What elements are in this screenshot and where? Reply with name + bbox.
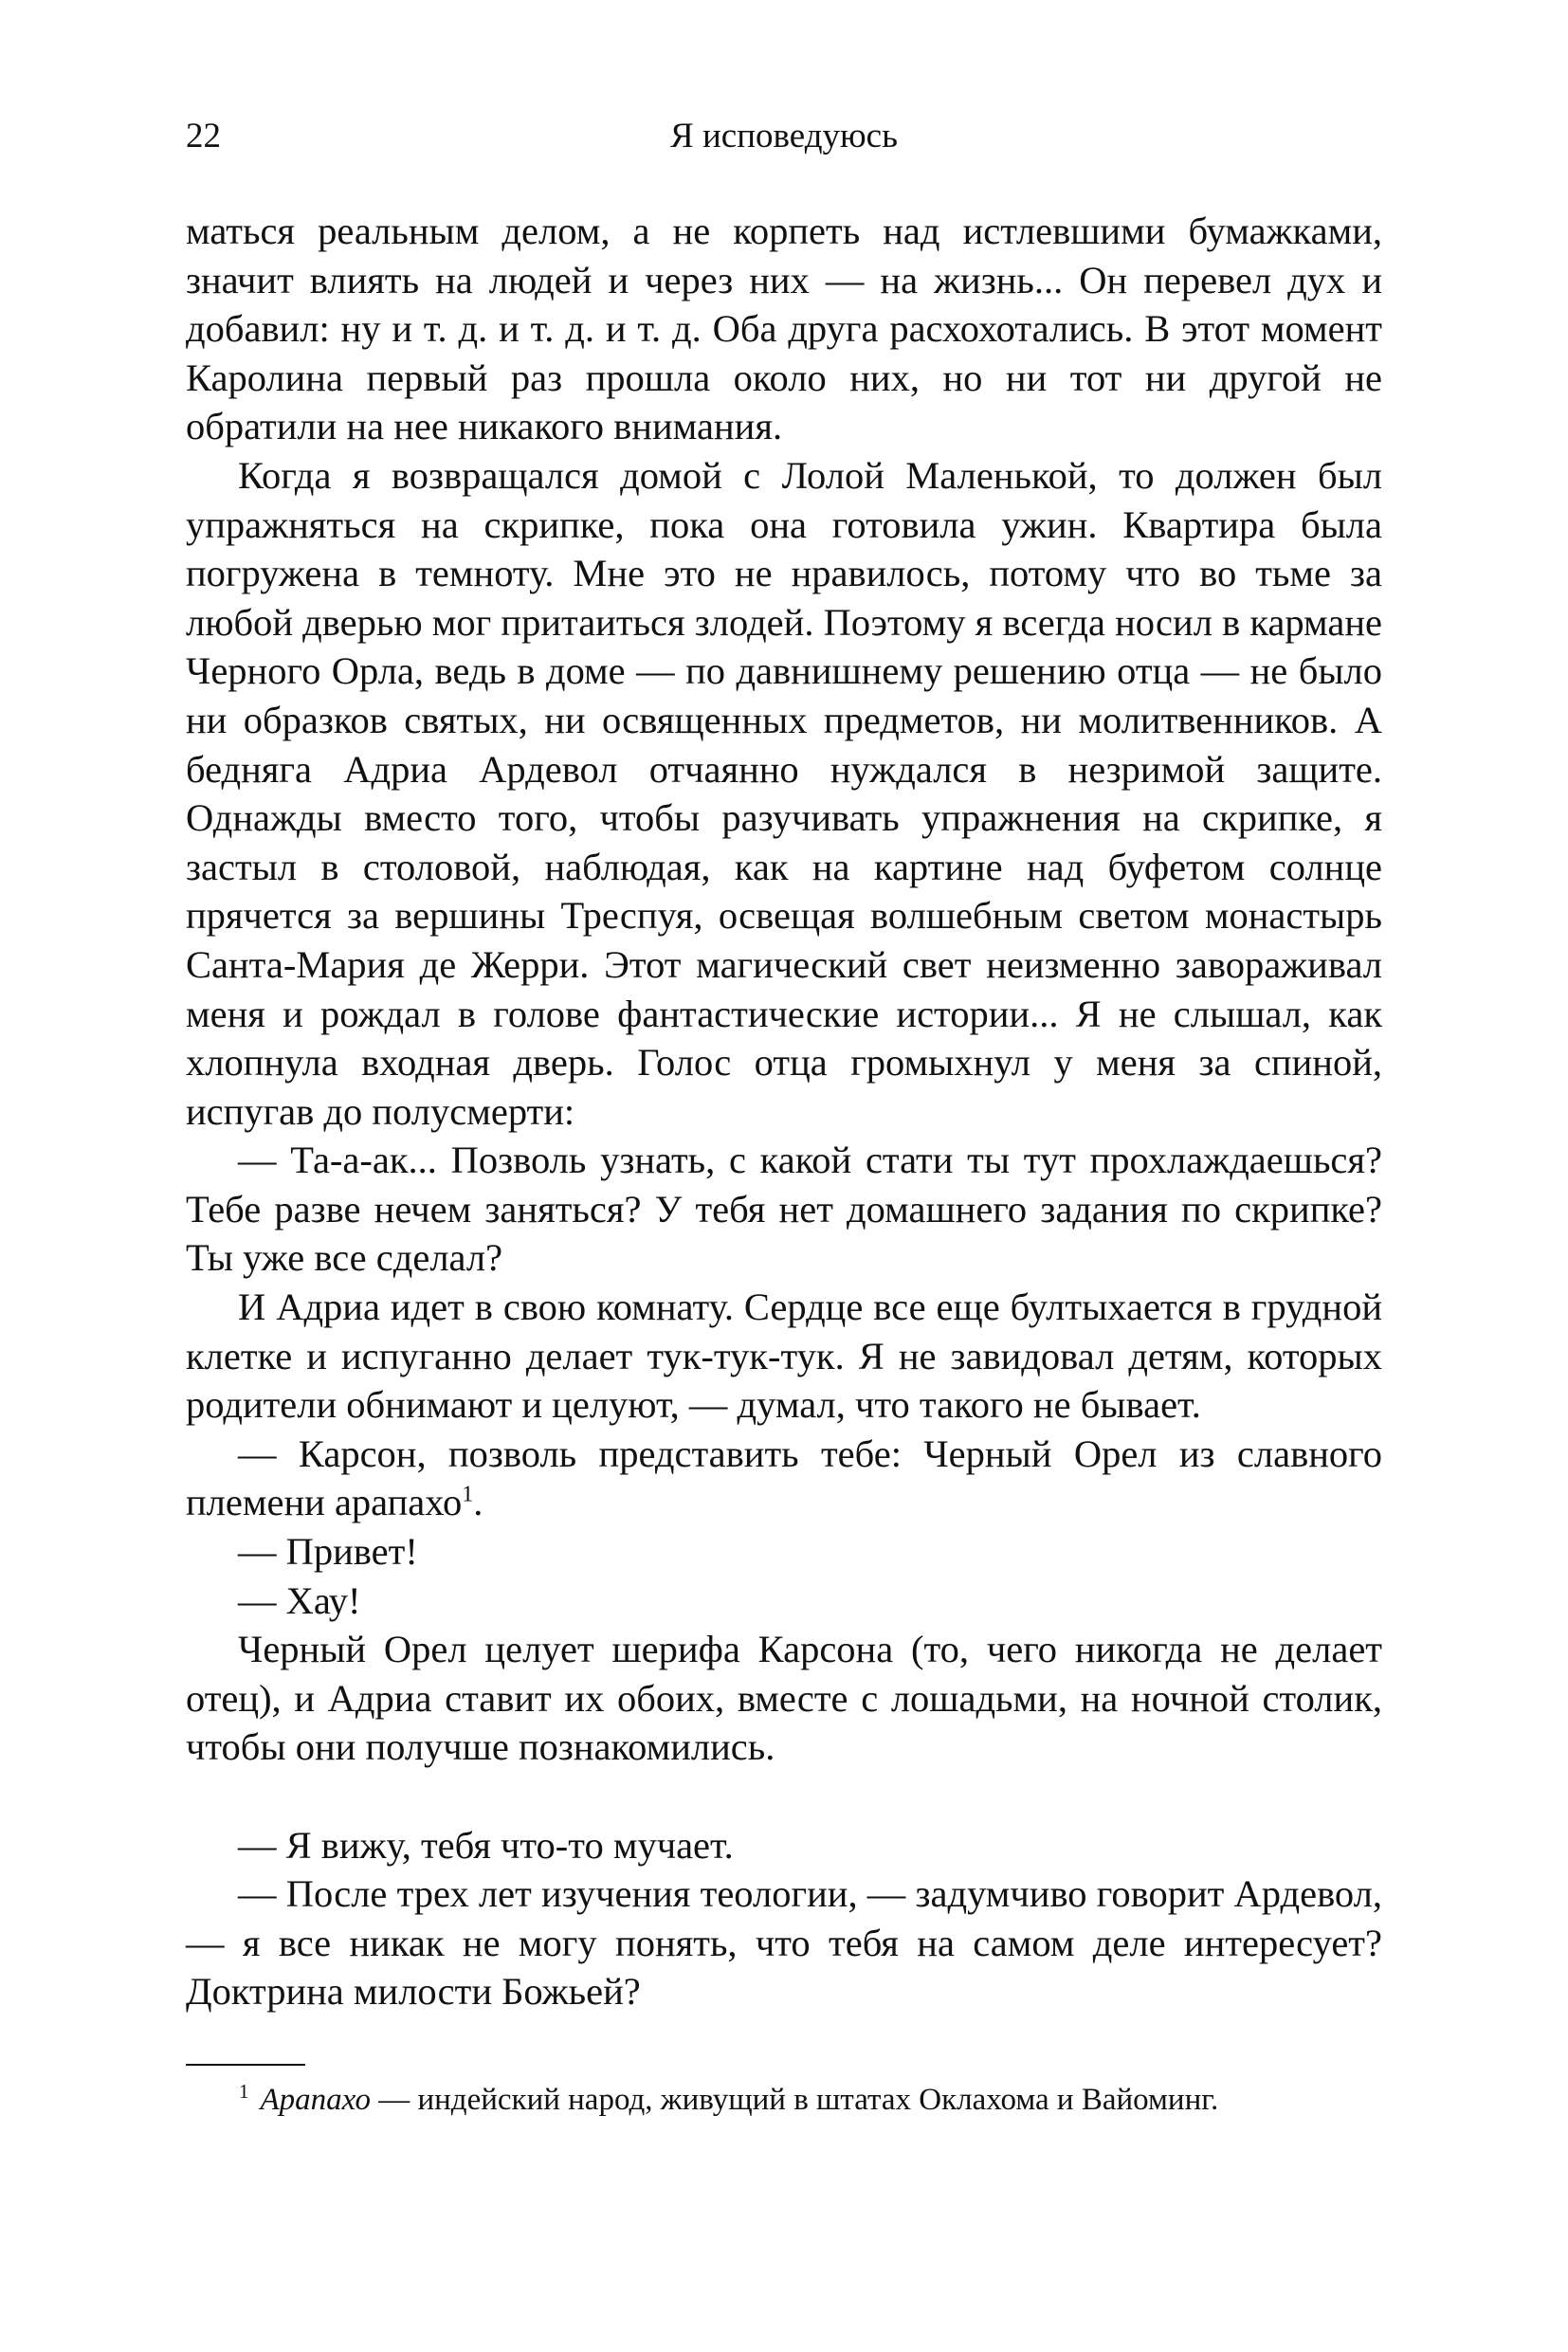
dialogue-line [186,1430,1382,1527]
footnote-term: Арапахо [260,2083,371,2117]
dialogue-text: — Карсон, позволь представить тебе: Черный Орел из славного племени арапахо [186,1431,1382,1524]
dialogue-line: — После трех лет изучения теологии, — задумчиво говорит Ардевол, — я все никак не могу понять, что тебя на самом деле интересует? Доктрина милости Божьей? [186,1872,1382,2014]
paragraph: И Адриа идет в свою комнату. Сердце все еще бултыхается в грудной клетке и испуганно делает тук-тук-тук. Я не завидовал детям, которых родители обнимают и целуют, — думал, что такого не бывает. [186,1285,1382,1427]
paragraph: Черный Орел целует шерифа Карсона (то, чего никогда не делает отец), и Адриа ставит их обоих, вместе с лошадьми, на ночной столик, чтобы они получше познакомились. [186,1628,1382,1769]
paragraph: Когда я возвращался домой с Лолой Маленькой, то должен был упражняться на скрипке, пока она готовила ужин. Квартира была погружена в темноту. Мне это не нравилось, потому что во тьме за любой дверью мог притаиться злодей. Поэтому я всегда носил в кармане Черного Орла, ведь в доме — по давнишнему решению отца — не было ни образков святых, ни освященных предметов, ни молитвенников. А бедняга Адриа Ардевол отчаянно нуждался в незримой защите. Однажды вместо того, чтобы разучивать упражнения на скрипке, я застыл в столовой, наблюдая, как на картине над буфетом солнце прячется за вершины Треспуя, освещая волшебным светом монастырь Санта-Мария де Жерри. Этот магический свет неизменно завораживал меня и рождал в голове фантастические истории... Я не слышал, как хлопнула входная дверь. Голос отца громыхнул у меня за спиной, испугав до полусмерти: [186,453,1382,1133]
footnote [239,2079,1382,2121]
running-title: Я исповедуюсь [670,117,898,155]
page-header [186,112,1382,161]
footnote-mark: 1 [239,2080,249,2103]
dialogue-line: — Я вижу, тебя что-то мучает. [238,1823,734,1867]
paragraph: маться реальным делом, а не корпеть над истлевшими бумажками, значит влиять на людей и через них — на жизнь... Он перевел дух и добавил: ну и т. д. и т. д. и т. д. Оба друга расхохотались. В этот момент Каролина первый раз прошла около них, но ни тот ни другой не обратили на нее никакого внимания. [186,210,1382,448]
dialogue-end-punct: . [473,1481,483,1524]
footnote-reference: 1 [462,1482,474,1507]
dialogue-line: — Привет! [238,1530,418,1574]
footnote-divider [186,2064,305,2066]
dialogue-line: — Та-а-ак... Позволь узнать, с какой стати ты тут прохлаждаешься? Тебе разве нечем заняться? У тебя нет домашнего задания по скрипке? Ты уже все сделал? [186,1139,1382,1280]
footnote-text: — индейский народ, живущий в штатах Оклахома и Вайоминг. [370,2083,1219,2117]
dialogue-line: — Хау! [238,1578,361,1622]
body-text [186,207,1382,2016]
page-number: 22 [186,117,221,155]
